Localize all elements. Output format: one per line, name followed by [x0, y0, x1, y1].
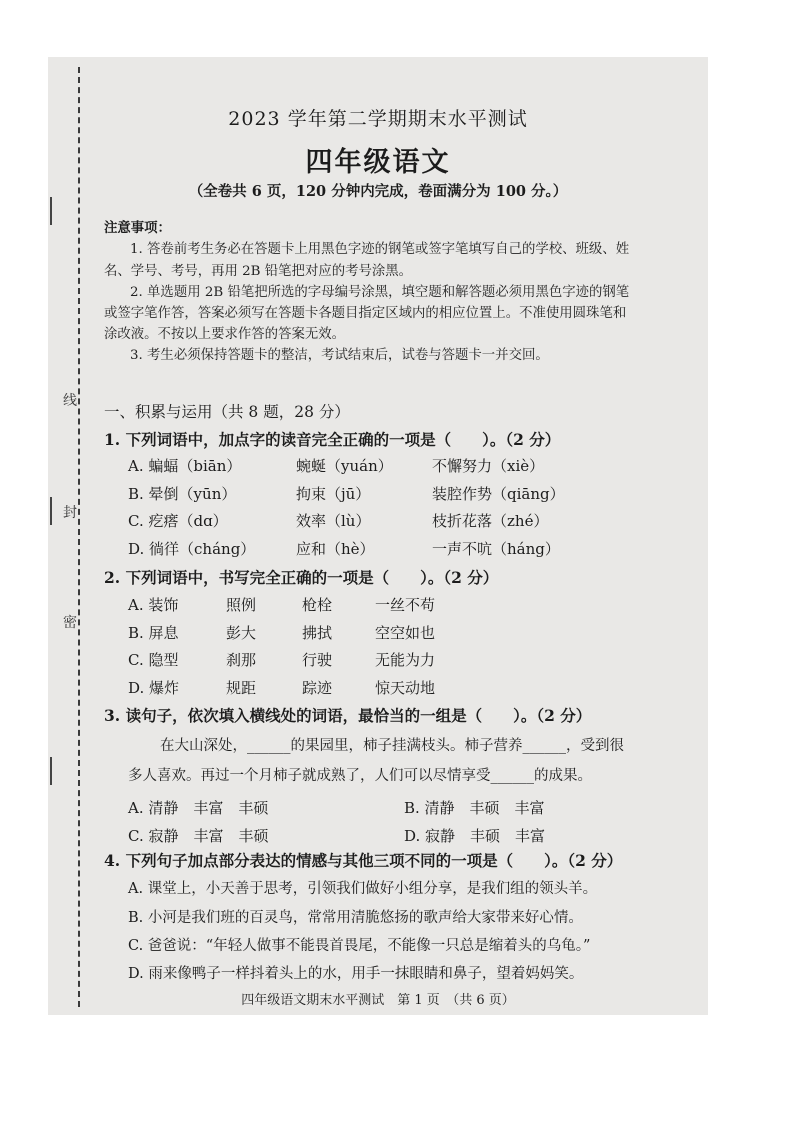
q1-option-d-3: 一声不吭（háng） [432, 540, 560, 558]
q2-option-d-2: 规距 [226, 679, 257, 697]
page-footer: 四年级语文期末水平测试 第 1 页 （共 6 页） [241, 993, 515, 1008]
q3-passage-line: 多人喜欢。再过一个月柿子就成熟了，人们可以尽情享受______的成果。 [128, 768, 592, 784]
notes-heading: 注意事项： [104, 220, 171, 236]
q3-option-a: A. 清静 丰富 丰硕 [128, 799, 269, 817]
note-line: 2. 单选题用 2B 铅笔把所选的字母编号涂黑，填空题和解答题必须用黑色字迹的钢笔 [130, 285, 630, 300]
q3-passage-line: 在大山深处，______的果园里，柿子挂满枝头。柿子营养______，受到很 [160, 738, 624, 754]
q2-option-b-2: 彭大 [226, 624, 257, 642]
q2-option-a-1: A. 装饰 [128, 596, 179, 614]
binding-line [78, 67, 80, 1007]
q1-option-c-3: 枝折花落（zhé） [432, 512, 549, 530]
q2-option-b-3: 拂拭 [302, 624, 333, 642]
note-line: 名、学号、考号，再用 2B 铅笔把对应的考号涂黑。 [104, 264, 413, 279]
question-1-stem: 1. 下列词语中，加点字的读音完全正确的一项是（ ）。（2 分） [104, 430, 561, 449]
q3-option-b: B. 清静 丰硕 丰富 [404, 799, 545, 817]
binding-char-secret: 密 [63, 615, 77, 631]
note-line: 1. 答卷前考生务必在答题卡上用黑色字迹的钢笔或签字笔填写自己的学校、班级、姓 [130, 242, 630, 257]
exam-info: （全卷共 6 页，120 分钟内完成，卷面满分为 100 分。） [188, 183, 568, 200]
q1-option-d-2: 应和（hè） [296, 540, 375, 558]
exam-paper [48, 57, 708, 1015]
question-3-stem: 3. 读句子，依次填入横线处的词语，最恰当的一组是（ ）。（2 分） [104, 706, 592, 725]
q1-option-a-3: 不懈努力（xiè） [432, 457, 545, 475]
q1-option-b-3: 装腔作势（qiāng） [432, 485, 565, 503]
q1-option-a-1: A. 蝙蝠（biān） [128, 457, 242, 475]
q1-option-b-2: 拘束（jū） [296, 485, 371, 503]
q1-option-b-1: B. 晕倒（yūn） [128, 485, 237, 503]
question-4-stem: 4. 下列句子加点部分表达的情感与其他三项不同的一项是（ ）。（2 分） [104, 851, 623, 870]
binding-char-line: 线 [63, 393, 77, 409]
q2-option-d-4: 惊天动地 [375, 679, 436, 697]
question-2-stem: 2. 下列词语中，书写完全正确的一项是（ ）。（2 分） [104, 568, 499, 587]
binding-char-seal: 封 [63, 505, 77, 521]
q2-option-b-4: 空空如也 [375, 624, 436, 642]
q4-option-a: A. 课堂上，小天善于思考，引领我们做好小组分享，是我们组的领头羊。 [128, 881, 598, 897]
q1-option-d-1: D. 徜徉（cháng） [128, 540, 256, 558]
q2-option-c-1: C. 隐型 [128, 651, 179, 669]
q2-option-c-3: 行驶 [302, 651, 333, 669]
q1-option-c-2: 效率（lù） [296, 512, 371, 530]
q2-option-c-4: 无能为力 [375, 651, 436, 669]
q2-option-d-1: D. 爆炸 [128, 679, 180, 697]
q2-option-a-3: 枪栓 [302, 596, 333, 614]
q2-option-d-3: 踪迹 [302, 679, 333, 697]
q2-option-b-1: B. 屏息 [128, 624, 179, 642]
note-line: 涂改液。不按以上要求作答的答案无效。 [104, 327, 346, 342]
note-line: 或签字笔作答，答案必须写在答题卡各题目指定区域内的相应位置上。不准使用圆珠笔和 [104, 306, 627, 321]
section-heading: 一、积累与运用（共 8 题，28 分） [104, 403, 350, 421]
q4-option-d: D. 雨来像鸭子一样抖着头上的水，用手一抹眼睛和鼻子，望着妈妈笑。 [128, 966, 584, 982]
exam-title: 2023 学年第二学期期末水平测试 [228, 108, 528, 130]
q2-option-a-2: 照例 [226, 596, 257, 614]
subject-title: 四年级语文 [305, 147, 451, 178]
binding-mark [50, 197, 52, 225]
q4-option-b: B. 小河是我们班的百灵鸟，常常用清脆悠扬的歌声给大家带来好心情。 [128, 910, 583, 926]
note-line: 3. 考生必须保持答题卡的整洁，考试结束后，试卷与答题卡一并交回。 [130, 348, 549, 363]
q1-option-a-2: 蜿蜒（yuán） [296, 457, 393, 475]
q2-option-c-2: 刹那 [226, 651, 257, 669]
q2-option-a-4: 一丝不苟 [375, 596, 436, 614]
q4-option-c: C. 爸爸说：“年轻人做事不能畏首畏尾，不能像一只总是缩着头的乌龟。” [128, 938, 591, 954]
q3-option-c: C. 寂静 丰富 丰硕 [128, 827, 269, 845]
q3-option-d: D. 寂静 丰硕 丰富 [404, 827, 546, 845]
q1-option-c-1: C. 疙瘩（dɑ） [128, 512, 228, 530]
binding-mark [50, 757, 52, 785]
binding-mark [50, 497, 52, 525]
